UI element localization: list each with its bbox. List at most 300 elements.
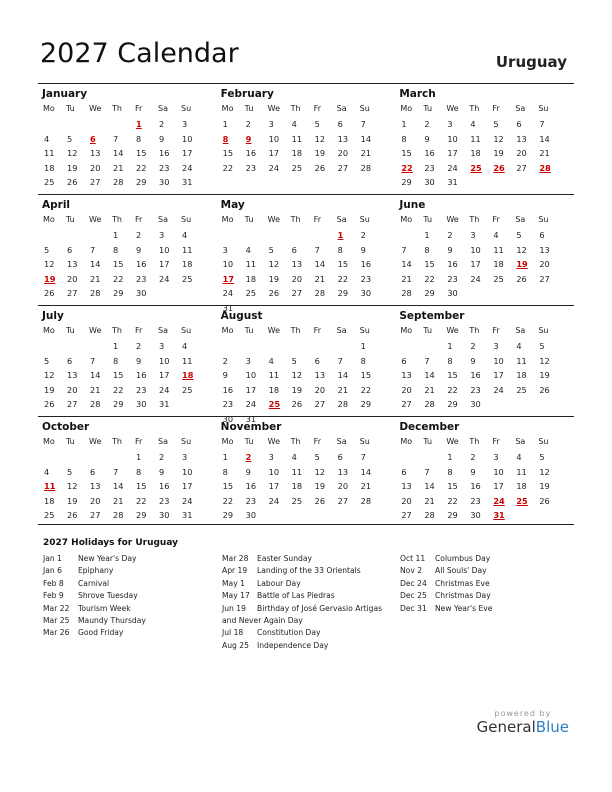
weekday-label: Tu bbox=[244, 215, 254, 224]
holiday-date: Mar 28 bbox=[222, 554, 249, 563]
day: 26 bbox=[516, 273, 527, 284]
month-october bbox=[38, 417, 217, 527]
day: 30 bbox=[245, 510, 257, 521]
weekday-label: We bbox=[267, 437, 281, 446]
day: 29 bbox=[424, 288, 435, 299]
day: 7 bbox=[314, 244, 320, 255]
weekday-label: Th bbox=[469, 215, 480, 224]
day: 8 bbox=[447, 355, 453, 366]
day: 7 bbox=[401, 244, 407, 255]
day: 23 bbox=[245, 495, 257, 506]
month-september bbox=[395, 306, 574, 416]
holiday-day: 8 bbox=[222, 133, 229, 144]
weekday-label: Mo bbox=[221, 215, 234, 224]
month-name: February bbox=[220, 88, 274, 100]
day: 16 bbox=[470, 481, 481, 492]
day: 13 bbox=[67, 259, 78, 270]
weekday-header bbox=[395, 326, 556, 335]
holiday-item bbox=[400, 590, 492, 602]
day: 3 bbox=[159, 341, 165, 351]
day: 19 bbox=[493, 148, 504, 159]
weekday-label: Th bbox=[469, 104, 480, 113]
empty-cell bbox=[263, 230, 286, 245]
holiday-date: Jan 1 bbox=[43, 554, 62, 563]
holiday-date: Mar 26 bbox=[43, 628, 70, 638]
day: 22 bbox=[360, 384, 372, 395]
day: 20 bbox=[516, 148, 527, 159]
holiday-date: Mar 22 bbox=[43, 603, 70, 613]
day: 7 bbox=[539, 119, 545, 129]
holiday-name: Labour Day bbox=[257, 578, 301, 588]
holiday-day: 25 bbox=[470, 162, 482, 173]
day: 29 bbox=[337, 288, 349, 299]
weekday-label: We bbox=[89, 326, 102, 335]
day: 5 bbox=[493, 119, 499, 129]
holiday-date: Dec 24 bbox=[400, 578, 427, 588]
day: 27 bbox=[516, 162, 527, 173]
day: 11 bbox=[516, 466, 527, 477]
powered-by-text: powered by bbox=[494, 709, 552, 718]
day: 21 bbox=[424, 384, 435, 395]
day: 18 bbox=[291, 481, 303, 492]
month-november bbox=[217, 417, 396, 527]
day: 28 bbox=[424, 510, 435, 521]
day: 3 bbox=[493, 341, 499, 351]
empty-cell bbox=[84, 230, 107, 245]
holiday-name: Christmas Eve bbox=[435, 578, 490, 588]
holiday-name: Landing of the 33 Orientals bbox=[257, 566, 361, 576]
day: 6 bbox=[539, 230, 545, 240]
holiday-day: 19 bbox=[44, 273, 56, 284]
day: 25 bbox=[44, 510, 55, 521]
holiday-column bbox=[43, 553, 146, 640]
day: 5 bbox=[539, 341, 545, 351]
weekday-label: Mo bbox=[221, 437, 234, 446]
day: 23 bbox=[159, 162, 170, 173]
day: 31 bbox=[222, 302, 234, 313]
day: 23 bbox=[245, 162, 257, 173]
day: 23 bbox=[470, 495, 481, 506]
weekday-header bbox=[38, 215, 199, 224]
day: 10 bbox=[268, 466, 280, 477]
holiday-day: 24 bbox=[493, 495, 505, 506]
day: 12 bbox=[539, 355, 550, 366]
day: 18 bbox=[245, 273, 257, 284]
holiday-day: 6 bbox=[90, 133, 96, 144]
day: 20 bbox=[67, 273, 78, 284]
day: 2 bbox=[136, 341, 142, 351]
day: 11 bbox=[291, 466, 303, 477]
holiday-name: Birthday of José Gervasio Artigas bbox=[257, 603, 383, 613]
weekday-header bbox=[217, 326, 378, 335]
holiday-day: 19 bbox=[516, 259, 528, 270]
day: 8 bbox=[222, 466, 228, 477]
holiday-item bbox=[43, 627, 146, 639]
day: 9 bbox=[159, 466, 165, 477]
month-name: May bbox=[220, 199, 245, 211]
day: 3 bbox=[182, 452, 188, 462]
day-grid bbox=[395, 230, 556, 303]
day: 18 bbox=[493, 259, 504, 270]
holiday-item bbox=[222, 640, 382, 652]
day: 6 bbox=[337, 119, 343, 129]
day: 13 bbox=[337, 466, 349, 477]
day: 1 bbox=[447, 452, 453, 462]
day-grid bbox=[395, 341, 556, 414]
day: 18 bbox=[44, 162, 55, 173]
day: 4 bbox=[291, 452, 297, 462]
day: 12 bbox=[44, 370, 55, 381]
empty-cell bbox=[38, 230, 61, 245]
day: 5 bbox=[314, 119, 320, 129]
day: 28 bbox=[314, 288, 326, 299]
day: 19 bbox=[314, 481, 326, 492]
holiday-date: Jan 6 bbox=[43, 566, 62, 576]
day: 27 bbox=[337, 162, 349, 173]
month-january bbox=[38, 84, 217, 194]
holiday-day: 25 bbox=[516, 495, 528, 506]
country-name: Uruguay bbox=[495, 53, 567, 71]
day: 10 bbox=[182, 133, 193, 144]
holiday-item bbox=[43, 615, 146, 627]
holiday-item bbox=[43, 553, 146, 565]
day: 7 bbox=[424, 466, 430, 477]
empty-cell bbox=[240, 230, 263, 245]
weekday-label: Fr bbox=[313, 326, 321, 335]
day: 22 bbox=[136, 495, 147, 506]
empty-cell bbox=[309, 230, 332, 245]
day: 26 bbox=[314, 495, 326, 506]
day: 20 bbox=[67, 384, 78, 395]
day: 12 bbox=[291, 370, 303, 381]
weekday-label: We bbox=[89, 104, 102, 113]
day: 31 bbox=[447, 177, 458, 188]
day: 13 bbox=[337, 133, 349, 144]
day: 5 bbox=[44, 244, 50, 255]
day: 24 bbox=[222, 288, 234, 299]
day: 16 bbox=[360, 259, 372, 270]
day: 28 bbox=[113, 177, 124, 188]
weekday-label: Sa bbox=[158, 326, 168, 335]
weekday-header bbox=[217, 104, 378, 113]
weekday-label: Fr bbox=[313, 215, 321, 224]
day-grid bbox=[38, 230, 199, 303]
holiday-name: Shrove Tuesday bbox=[78, 591, 138, 601]
day: 21 bbox=[401, 273, 412, 284]
day: 25 bbox=[245, 288, 257, 299]
weekday-header bbox=[217, 437, 378, 446]
weekday-label: Mo bbox=[43, 215, 55, 224]
month-name: September bbox=[399, 310, 465, 322]
holiday-column bbox=[222, 553, 382, 652]
day: 21 bbox=[113, 162, 124, 173]
day: 19 bbox=[44, 384, 55, 395]
day: 9 bbox=[424, 133, 430, 144]
day: 17 bbox=[493, 370, 504, 381]
day: 4 bbox=[182, 230, 188, 240]
day: 13 bbox=[539, 244, 550, 255]
month-july bbox=[38, 306, 217, 416]
day: 30 bbox=[360, 288, 372, 299]
branding bbox=[477, 709, 569, 736]
weekday-header bbox=[395, 215, 556, 224]
day: 17 bbox=[268, 148, 280, 159]
holiday-day: 31 bbox=[493, 510, 505, 521]
day: 30 bbox=[159, 177, 170, 188]
day: 5 bbox=[539, 452, 545, 462]
weekday-label: Tu bbox=[244, 104, 254, 113]
day: 20 bbox=[401, 495, 412, 506]
day: 11 bbox=[182, 355, 193, 366]
day: 20 bbox=[90, 495, 101, 506]
empty-cell bbox=[84, 119, 107, 134]
weekday-label: Mo bbox=[221, 104, 234, 113]
weekday-label: Th bbox=[112, 104, 122, 113]
holiday-item bbox=[222, 615, 382, 627]
weekday-label: Tu bbox=[244, 437, 254, 446]
weekday-header bbox=[38, 437, 199, 446]
day: 20 bbox=[401, 384, 412, 395]
day: 6 bbox=[67, 244, 73, 255]
day: 19 bbox=[67, 162, 78, 173]
holiday-date: Mar 25 bbox=[43, 615, 70, 625]
day: 13 bbox=[90, 481, 101, 492]
day: 26 bbox=[314, 162, 326, 173]
day: 16 bbox=[159, 148, 170, 159]
day: 2 bbox=[470, 452, 476, 462]
day: 20 bbox=[337, 148, 349, 159]
holiday-day: 11 bbox=[44, 481, 56, 492]
day: 8 bbox=[337, 244, 343, 255]
weekday-label: Th bbox=[290, 215, 301, 224]
day: 18 bbox=[268, 384, 280, 395]
day: 23 bbox=[360, 273, 372, 284]
empty-cell bbox=[61, 341, 84, 356]
weekday-label: Tu bbox=[66, 215, 75, 224]
weekday-label: Fr bbox=[492, 104, 500, 113]
weekday-header bbox=[217, 215, 378, 224]
day: 16 bbox=[245, 481, 257, 492]
day: 18 bbox=[44, 495, 55, 506]
weekday-label: Sa bbox=[515, 437, 526, 446]
day: 16 bbox=[136, 259, 147, 270]
day: 16 bbox=[447, 259, 458, 270]
holiday-name: Christmas Day bbox=[435, 591, 491, 601]
day: 14 bbox=[90, 370, 101, 381]
holiday-item bbox=[400, 603, 492, 615]
day: 17 bbox=[447, 148, 458, 159]
day: 5 bbox=[516, 230, 522, 240]
day: 15 bbox=[113, 370, 124, 381]
holiday-day: 28 bbox=[539, 162, 551, 173]
day: 2 bbox=[159, 452, 165, 462]
holiday-name: Battle of Las Piedras bbox=[257, 591, 335, 601]
empty-cell bbox=[418, 452, 441, 467]
holiday-date: May 17 bbox=[222, 591, 250, 601]
day: 27 bbox=[337, 495, 349, 506]
holiday-column bbox=[400, 553, 492, 615]
day: 10 bbox=[182, 466, 193, 477]
day: 3 bbox=[245, 355, 251, 366]
holiday-name: Carnival bbox=[78, 578, 110, 588]
day: 21 bbox=[113, 495, 124, 506]
day: 6 bbox=[516, 119, 522, 129]
day: 10 bbox=[493, 355, 504, 366]
holiday-name: Tourism Week bbox=[78, 603, 131, 613]
day: 6 bbox=[401, 466, 407, 477]
day: 15 bbox=[136, 481, 147, 492]
day: 27 bbox=[67, 399, 78, 410]
month-name: August bbox=[220, 310, 263, 322]
weekday-label: We bbox=[446, 215, 459, 224]
day: 24 bbox=[268, 162, 280, 173]
day: 11 bbox=[182, 244, 193, 255]
day: 20 bbox=[539, 259, 550, 270]
day: 12 bbox=[44, 259, 55, 270]
day: 1 bbox=[113, 341, 119, 351]
day: 22 bbox=[424, 273, 435, 284]
empty-cell bbox=[38, 119, 61, 134]
empty-cell bbox=[38, 341, 61, 356]
day: 10 bbox=[222, 259, 234, 270]
day: 23 bbox=[136, 384, 147, 395]
holiday-name: All Souls' Day bbox=[435, 566, 487, 576]
month-name: December bbox=[399, 421, 460, 433]
day: 24 bbox=[245, 399, 257, 410]
day: 24 bbox=[159, 384, 170, 395]
weekday-label: We bbox=[89, 437, 102, 446]
day: 7 bbox=[360, 452, 366, 462]
weekday-label: Th bbox=[112, 437, 122, 446]
weekday-label: Sa bbox=[158, 215, 168, 224]
brand-general: General bbox=[476, 718, 536, 736]
day: 26 bbox=[268, 288, 280, 299]
month-may bbox=[217, 195, 396, 313]
day: 7 bbox=[337, 355, 343, 366]
day: 13 bbox=[90, 148, 101, 159]
day: 12 bbox=[493, 133, 504, 144]
weekday-label: Su bbox=[359, 215, 370, 224]
day: 19 bbox=[67, 495, 78, 506]
day: 15 bbox=[337, 259, 349, 270]
weekday-label: Th bbox=[469, 437, 480, 446]
month-name: June bbox=[399, 199, 426, 211]
weekday-label: Th bbox=[469, 326, 480, 335]
day: 16 bbox=[424, 148, 435, 159]
holiday-date: Oct 11 bbox=[400, 554, 426, 563]
day: 5 bbox=[268, 244, 274, 255]
day: 21 bbox=[337, 384, 349, 395]
holiday-date: Nov 2 bbox=[400, 566, 423, 576]
weekday-label: Su bbox=[181, 215, 192, 224]
day: 4 bbox=[44, 466, 50, 477]
day: 30 bbox=[159, 510, 170, 521]
day: 5 bbox=[44, 355, 50, 366]
holiday-item bbox=[400, 565, 492, 577]
day: 30 bbox=[447, 288, 458, 299]
day: 16 bbox=[245, 148, 257, 159]
day: 6 bbox=[90, 466, 96, 477]
day: 27 bbox=[90, 177, 101, 188]
weekday-label: Sa bbox=[515, 104, 526, 113]
day: 2 bbox=[360, 230, 366, 240]
weekday-label: We bbox=[267, 104, 281, 113]
weekday-label: Sa bbox=[158, 437, 168, 446]
day-grid bbox=[38, 119, 199, 192]
holiday-item bbox=[43, 565, 146, 577]
weekday-label: Sa bbox=[336, 326, 347, 335]
day: 15 bbox=[113, 259, 124, 270]
day: 28 bbox=[360, 162, 372, 173]
day: 7 bbox=[424, 355, 430, 366]
day: 9 bbox=[159, 133, 165, 144]
day: 3 bbox=[222, 244, 228, 255]
day: 22 bbox=[136, 162, 147, 173]
day: 4 bbox=[245, 244, 251, 255]
day: 31 bbox=[182, 177, 193, 188]
day: 9 bbox=[136, 244, 142, 255]
holiday-item bbox=[222, 565, 382, 577]
day: 31 bbox=[245, 413, 257, 424]
day: 23 bbox=[470, 384, 481, 395]
day: 16 bbox=[136, 370, 147, 381]
holiday-name: New Year's Day bbox=[78, 554, 137, 563]
day: 25 bbox=[516, 384, 527, 395]
day: 21 bbox=[424, 495, 435, 506]
day: 26 bbox=[291, 399, 303, 410]
day: 13 bbox=[314, 370, 326, 381]
day: 18 bbox=[182, 259, 193, 270]
day: 8 bbox=[424, 244, 430, 255]
empty-cell bbox=[84, 452, 107, 467]
day: 25 bbox=[291, 162, 303, 173]
day: 14 bbox=[90, 259, 101, 270]
day: 15 bbox=[447, 370, 458, 381]
day: 7 bbox=[113, 133, 119, 144]
day: 28 bbox=[401, 288, 412, 299]
holiday-name: Independence Day bbox=[257, 640, 329, 650]
day: 29 bbox=[113, 288, 124, 299]
weekday-label: Sa bbox=[336, 104, 347, 113]
day: 29 bbox=[360, 399, 372, 410]
day: 17 bbox=[268, 481, 280, 492]
weekday-label: Su bbox=[181, 104, 192, 113]
weekday-label: Tu bbox=[423, 437, 433, 446]
weekday-label: Sa bbox=[336, 437, 347, 446]
day: 28 bbox=[424, 399, 435, 410]
day: 16 bbox=[159, 481, 170, 492]
day: 30 bbox=[222, 413, 234, 424]
day: 9 bbox=[447, 244, 453, 255]
weekday-label: Mo bbox=[400, 215, 413, 224]
weekday-label: Tu bbox=[423, 215, 433, 224]
day: 7 bbox=[90, 355, 96, 366]
weekday-label: Su bbox=[538, 326, 549, 335]
day: 31 bbox=[182, 510, 193, 521]
day: 21 bbox=[360, 481, 372, 492]
day: 24 bbox=[159, 273, 170, 284]
month-name: January bbox=[42, 88, 88, 100]
day: 24 bbox=[182, 162, 193, 173]
weekday-label: Mo bbox=[400, 437, 413, 446]
day: 11 bbox=[493, 244, 504, 255]
day: 20 bbox=[291, 273, 303, 284]
day: 15 bbox=[424, 259, 435, 270]
day: 12 bbox=[516, 244, 527, 255]
day: 8 bbox=[360, 355, 366, 366]
day: 18 bbox=[470, 148, 481, 159]
day: 3 bbox=[182, 119, 188, 129]
